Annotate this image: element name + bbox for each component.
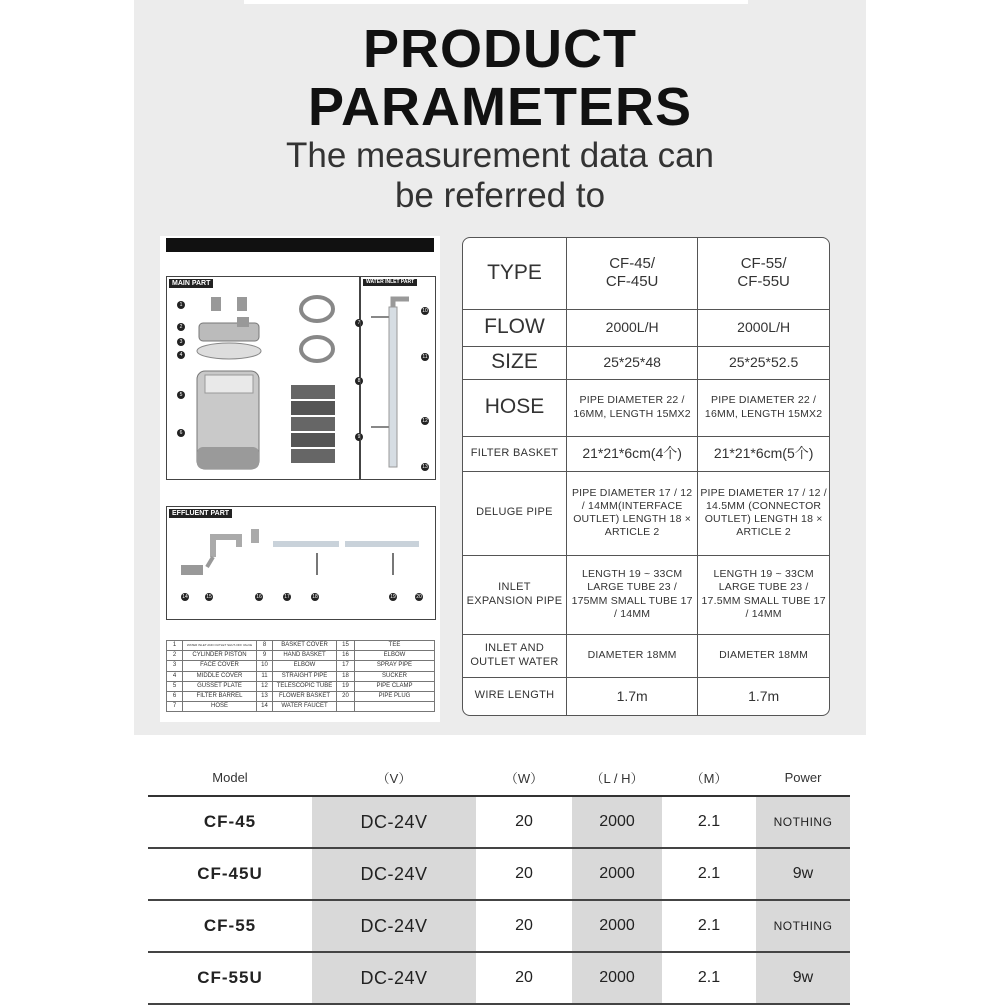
part-name-cell: ELBOW <box>355 651 435 661</box>
model-cell: CF-55 <box>148 900 312 952</box>
part-name-cell: FILTER BARREL <box>183 691 257 701</box>
part-number-cell: 1 <box>167 641 183 651</box>
spec-size-cf55: 25*25*52.5 <box>698 346 829 379</box>
part-name-cell: PIPE CLAMP <box>355 681 435 691</box>
main-part-box <box>166 276 360 480</box>
parts-list-row <box>167 702 435 712</box>
part-number-cell: 7 <box>167 702 183 712</box>
part-number-7: 7 <box>355 319 363 327</box>
model-table <box>148 760 850 1005</box>
filter-parts-illustration <box>167 277 359 479</box>
parts-list-row <box>167 691 435 701</box>
parts-list-row <box>167 651 435 661</box>
part-number-15: 15 <box>206 594 212 600</box>
part-name-cell: BASKET COVER <box>273 641 337 651</box>
flow-cell: 2000 <box>572 952 662 1004</box>
power-cell: NOTHING <box>756 796 850 848</box>
head-cell: 2.1 <box>662 952 756 1004</box>
part-name-cell: ELBOW <box>273 661 337 671</box>
flow-cell: 2000 <box>572 848 662 900</box>
head-cell: 2.1 <box>662 796 756 848</box>
model-table-row <box>148 900 850 952</box>
model-cell: CF-45 <box>148 796 312 848</box>
part-number-cell: 10 <box>257 661 273 671</box>
main-part-label: MAIN PART <box>169 279 213 288</box>
part-name-cell: STRAIGHT PIPE <box>273 671 337 681</box>
part-number-cell: 18 <box>337 671 355 681</box>
part-number-4: 4 <box>177 351 185 359</box>
model-table-row <box>148 952 850 1004</box>
part-number-cell <box>337 702 355 712</box>
effluent-pipe-illustration <box>167 507 435 619</box>
part-number-20: 20 <box>416 594 422 600</box>
part-name-cell: CYLINDER PISTON <box>183 651 257 661</box>
spec-label-flow: FLOW <box>463 309 567 346</box>
power-cell: NOTHING <box>756 900 850 952</box>
part-number-19: 19 <box>390 594 396 600</box>
spec-wire-length-cf55: 1.7m <box>698 677 829 715</box>
water-inlet-label: WATER INLET PART <box>363 279 417 286</box>
spec-table <box>462 237 830 716</box>
wattage-cell: 20 <box>476 900 572 952</box>
voltage-cell: DC-24V <box>312 952 476 1004</box>
part-number-2: 2 <box>177 323 185 331</box>
part-number-18: 18 <box>312 594 318 600</box>
page-title-line2: PARAMETERS <box>307 77 693 137</box>
part-number-10: 10 <box>422 308 428 314</box>
header-voltage: （V） <box>312 760 476 796</box>
header-wattage: （W） <box>476 760 572 796</box>
spec-size-cf45: 25*25*48 <box>567 346 698 379</box>
head-cell: 2.1 <box>662 900 756 952</box>
spec-type-cf55-line1: CF-55/ <box>740 254 787 272</box>
model-cell: CF-45U <box>148 848 312 900</box>
part-number-5: 5 <box>177 391 185 399</box>
voltage-cell: DC-24V <box>312 900 476 952</box>
spec-type-cf45-line2: CF-45U <box>605 273 659 291</box>
part-number-cell: 16 <box>337 651 355 661</box>
water-inlet-box <box>360 276 436 480</box>
spec-row-deluge-pipe <box>463 471 829 555</box>
spec-hose-cf55: PIPE DIAMETER 22 / 16MM, LENGTH 15MX2 <box>698 379 829 436</box>
part-name-cell: PIPE PLUG <box>355 691 435 701</box>
part-number-1: 1 <box>177 301 185 309</box>
spec-label-inlet-expansion: INLET EXPANSION PIPE <box>463 555 567 634</box>
part-name-cell: TEE <box>355 641 435 651</box>
part-number-11: 11 <box>422 354 428 360</box>
part-number-12: 12 <box>422 418 428 424</box>
part-name-cell: FLOWER BASKET <box>273 691 337 701</box>
part-number-cell: 4 <box>167 671 183 681</box>
wattage-cell: 20 <box>476 952 572 1004</box>
spec-label-hose: HOSE <box>463 379 567 436</box>
spec-inlet-expansion-cf55: LENGTH 19 ~ 33CM LARGE TUBE 23 / 17.5MM SMALL TUBE 17 / 14MM <box>698 555 829 634</box>
spec-inlet-outlet-water-cf45: DIAMETER 18MM <box>567 634 698 677</box>
part-number-6: 6 <box>177 429 185 437</box>
diagram-header-bar <box>166 238 434 252</box>
head-cell: 2.1 <box>662 848 756 900</box>
spec-row-wire-length <box>463 677 829 715</box>
model-cell: CF-55U <box>148 952 312 1004</box>
spec-flow-cf55: 2000L/H <box>698 309 829 346</box>
part-number-14: 14 <box>182 594 188 600</box>
flow-cell: 2000 <box>572 900 662 952</box>
spec-row-hose <box>463 379 829 436</box>
part-number-cell: 15 <box>337 641 355 651</box>
header-head: （M） <box>662 760 756 796</box>
part-name-cell: HAND BASKET <box>273 651 337 661</box>
spec-row-inlet-outlet-water <box>463 634 829 677</box>
part-name-cell: HOSE <box>183 702 257 712</box>
part-name-cell: GUSSET PLATE <box>183 681 257 691</box>
part-number-cell: 14 <box>257 702 273 712</box>
header-power: Power <box>756 760 850 796</box>
part-number-cell: 20 <box>337 691 355 701</box>
spec-type-cf55 <box>698 238 829 309</box>
spec-wire-length-cf45: 1.7m <box>567 677 698 715</box>
header-flow: （L / H） <box>572 760 662 796</box>
voltage-cell: DC-24V <box>312 796 476 848</box>
part-name-cell: WATER INLET AND OUTLET SHUT-OFF VALVE <box>183 641 257 651</box>
parts-list-row <box>167 661 435 671</box>
flow-cell: 2000 <box>572 796 662 848</box>
spec-deluge-pipe-cf55: PIPE DIAMETER 17 / 12 / 14.5MM (CONNECTOR OUTLET) LENGTH 18 × ARTICLE 2 <box>698 471 829 555</box>
voltage-cell: DC-24V <box>312 848 476 900</box>
part-name-cell: TELESCOPIC TUBE <box>273 681 337 691</box>
spec-type-cf45-line1: CF-45/ <box>609 254 656 272</box>
part-number-cell: 9 <box>257 651 273 661</box>
spec-row-type <box>463 238 829 309</box>
part-name-cell <box>355 702 435 712</box>
header-model: Model <box>148 760 312 796</box>
part-number-cell: 5 <box>167 681 183 691</box>
part-number-13: 13 <box>422 464 428 470</box>
parts-list-table <box>166 640 435 712</box>
spec-label-wire-length: WIRE LENGTH <box>463 677 567 715</box>
model-table-header <box>148 760 850 796</box>
model-table-row <box>148 796 850 848</box>
part-number-cell: 8 <box>257 641 273 651</box>
spec-flow-cf45: 2000L/H <box>567 309 698 346</box>
part-number-cell: 12 <box>257 681 273 691</box>
spec-type-cf55-line2: CF-55U <box>737 273 790 291</box>
spec-inlet-expansion-cf45: LENGTH 19 ~ 33CM LARGE TUBE 23 / 175MM SMALL TUBE 17 / 14MM <box>567 555 698 634</box>
part-number-cell: 11 <box>257 671 273 681</box>
spec-label-type: TYPE <box>463 238 567 309</box>
part-name-cell: SUCKER <box>355 671 435 681</box>
subtitle-line2: be referred to <box>394 176 606 215</box>
part-number-3: 3 <box>177 338 185 346</box>
subtitle-line1: The measurement data can <box>285 136 714 175</box>
part-number-17: 17 <box>284 594 290 600</box>
top-divider <box>244 0 748 4</box>
part-name-cell: WATER FAUCET <box>273 702 337 712</box>
part-number-9: 9 <box>355 433 363 441</box>
part-number-cell: 2 <box>167 651 183 661</box>
spec-filter-basket-cf45: 21*21*6cm(4个) <box>567 436 698 471</box>
spec-hose-cf45: PIPE DIAMETER 22 / 16MM, LENGTH 15MX2 <box>567 379 698 436</box>
parts-list-row <box>167 681 435 691</box>
spec-row-size <box>463 346 829 379</box>
effluent-part-box <box>166 506 436 620</box>
part-name-cell: SPRAY PIPE <box>355 661 435 671</box>
part-number-8: 8 <box>355 377 363 385</box>
part-name-cell: MIDDLE COVER <box>183 671 257 681</box>
product-diagram <box>160 236 440 722</box>
spec-label-deluge-pipe: DELUGE PIPE <box>463 471 567 555</box>
wattage-cell: 20 <box>476 848 572 900</box>
spec-deluge-pipe-cf45: PIPE DIAMETER 17 / 12 / 14MM(INTERFACE OUTLET) LENGTH 18 × ARTICLE 2 <box>567 471 698 555</box>
spec-filter-basket-cf55: 21*21*6cm(5个) <box>698 436 829 471</box>
spec-label-filter-basket: FILTER BASKET <box>463 436 567 471</box>
spec-row-filter-basket <box>463 436 829 471</box>
part-number-cell: 6 <box>167 691 183 701</box>
spec-label-inlet-outlet-water: INLET AND OUTLET WATER <box>463 634 567 677</box>
wattage-cell: 20 <box>476 796 572 848</box>
parts-list-row <box>167 671 435 681</box>
part-name-cell: FACE COVER <box>183 661 257 671</box>
model-table-row <box>148 848 850 900</box>
spec-inlet-outlet-water-cf55: DIAMETER 18MM <box>698 634 829 677</box>
part-number-cell: 19 <box>337 681 355 691</box>
spec-label-size: SIZE <box>463 346 567 379</box>
power-cell: 9w <box>756 848 850 900</box>
parts-list-row <box>167 641 435 651</box>
part-number-cell: 3 <box>167 661 183 671</box>
part-number-16: 16 <box>256 594 262 600</box>
effluent-part-label: EFFLUENT PART <box>169 509 232 518</box>
page-title-line1: PRODUCT <box>363 19 637 79</box>
power-cell: 9w <box>756 952 850 1004</box>
part-number-cell: 13 <box>257 691 273 701</box>
part-number-cell: 17 <box>337 661 355 671</box>
spec-type-cf45 <box>567 238 698 309</box>
spec-row-inlet-expansion <box>463 555 829 634</box>
spec-row-flow <box>463 309 829 346</box>
